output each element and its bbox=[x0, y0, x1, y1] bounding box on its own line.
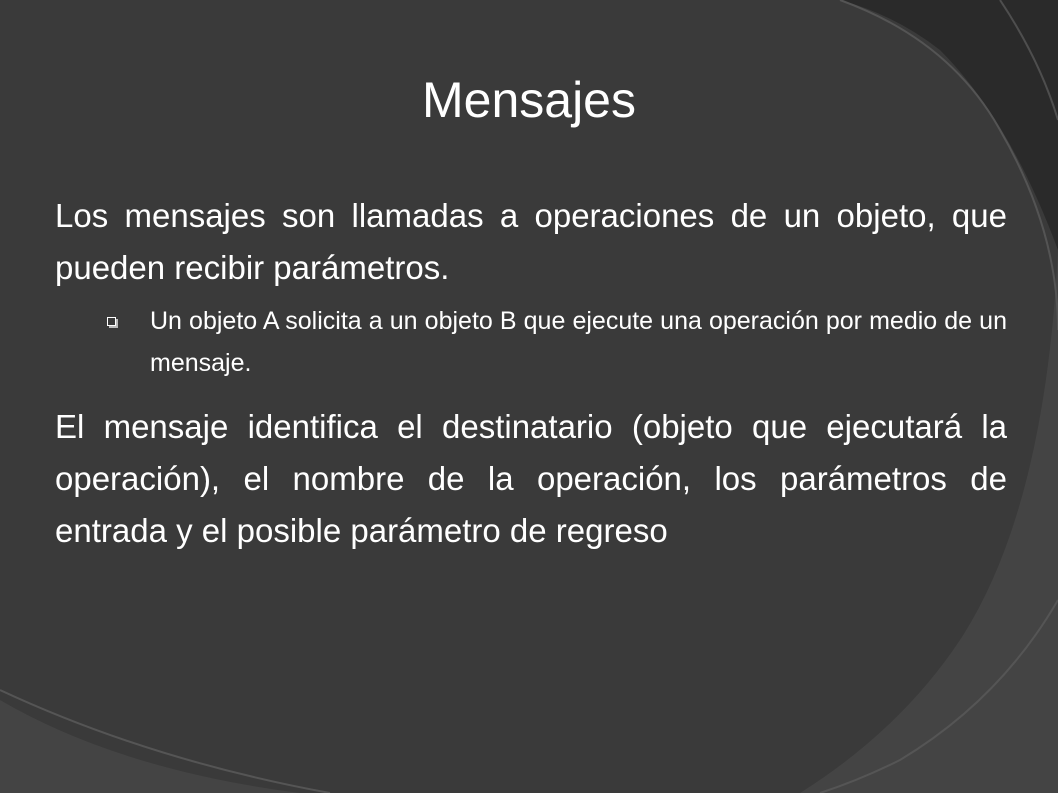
paragraph-message-identifies: El mensaje identifica el destinatario (objeto que ejecutará la operación), el nombre de la operación, los parámetros de entrada y el posible parámetro de regreso bbox=[55, 408, 1007, 549]
sub-bullet-text: Un objeto A solicita a un objeto B que ejecute una operación por medio de un mensaje. bbox=[150, 307, 1007, 377]
paragraph-messages-definition: Los mensajes son llamadas a operaciones de un objeto, que pueden recibir parámetros. bbox=[55, 197, 1007, 286]
sub-bullet-item bbox=[55, 300, 1007, 384]
slide-title: Mensajes bbox=[422, 72, 636, 128]
square-bullet-icon bbox=[107, 317, 116, 326]
slide-content bbox=[55, 190, 1007, 557]
